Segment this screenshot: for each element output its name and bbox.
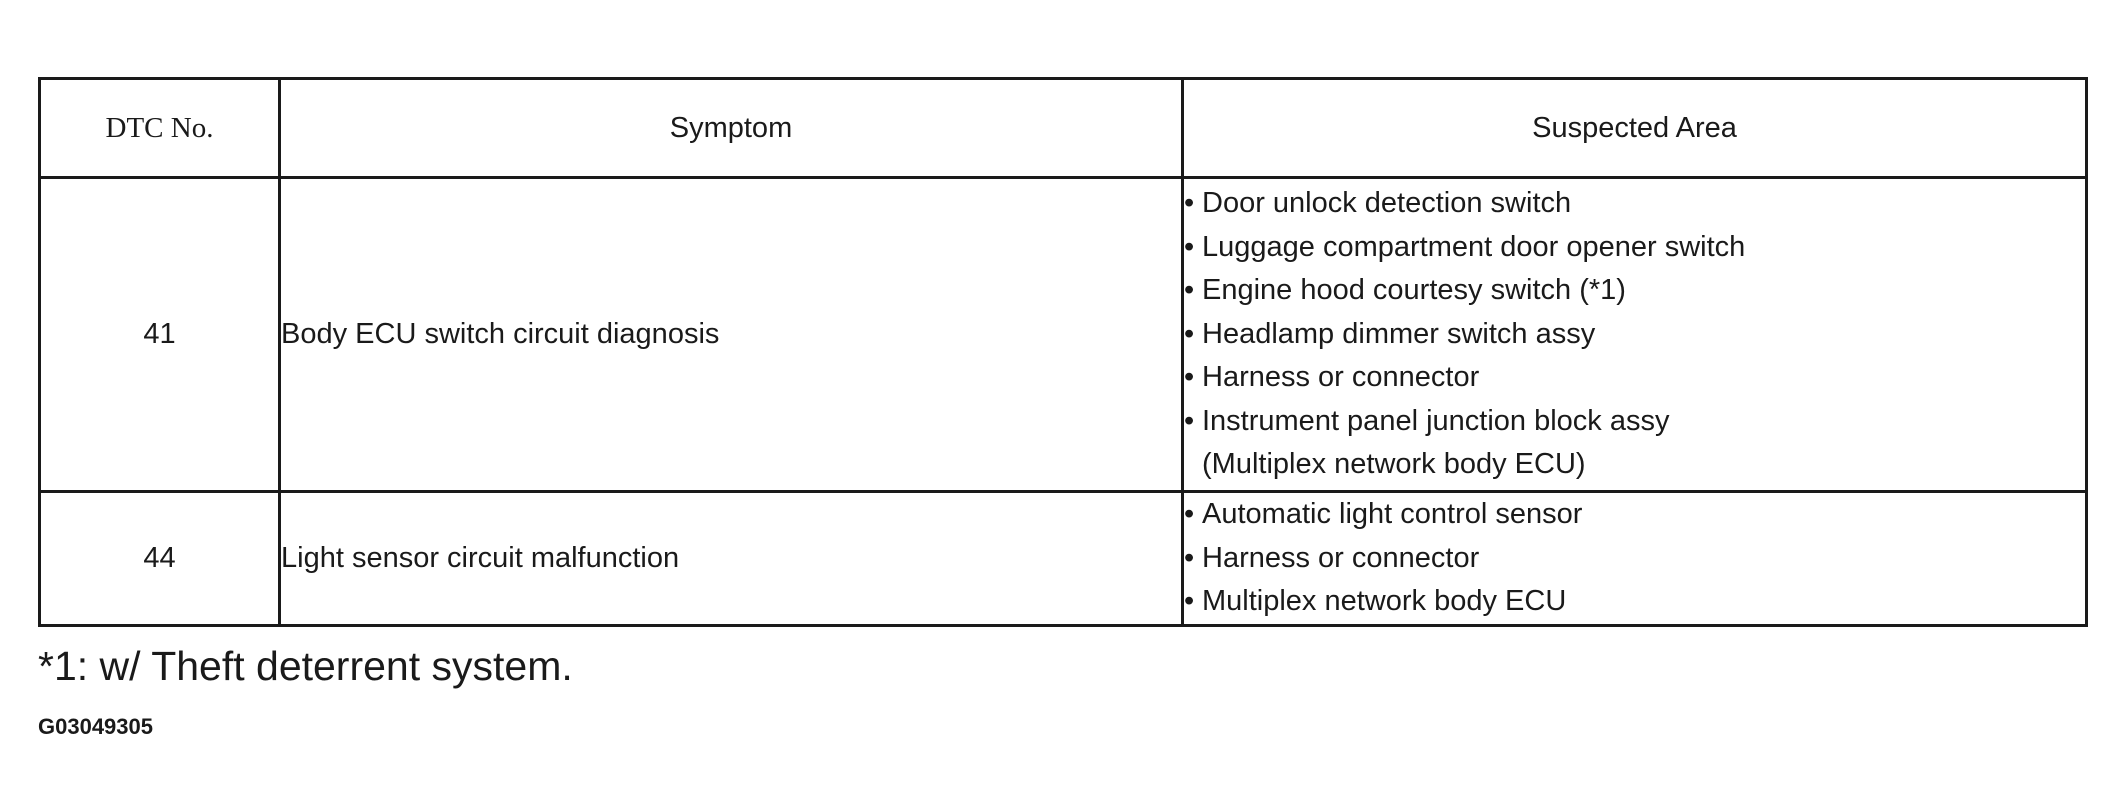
dtc-number-cell: 41 bbox=[40, 178, 280, 492]
list-item-continuation: (Multiplex network body ECU) bbox=[1202, 448, 1586, 481]
bullet-icon: • bbox=[1184, 498, 1195, 530]
header-symptom: Symptom bbox=[280, 79, 1183, 178]
list-item-text: Harness or connector bbox=[1202, 361, 1480, 394]
list-item-text: Luggage compartment door opener switch bbox=[1202, 230, 1746, 263]
bullet-icon: • bbox=[1184, 187, 1195, 220]
table-row bbox=[40, 492, 2087, 626]
list-item bbox=[1184, 537, 2085, 581]
figure-id: G03049305 bbox=[38, 714, 153, 739]
table-header-row bbox=[40, 79, 2087, 178]
list-item-text: Instrument panel junction block assy bbox=[1202, 404, 1670, 437]
list-item bbox=[1184, 580, 2085, 624]
bullet-icon: • bbox=[1184, 361, 1195, 394]
suspected-area-cell bbox=[1183, 178, 2087, 492]
bullet-icon: • bbox=[1184, 274, 1195, 307]
list-item bbox=[1184, 269, 2085, 313]
list-item bbox=[1184, 493, 2085, 537]
list-item bbox=[1184, 356, 2085, 400]
list-item bbox=[1184, 226, 2085, 270]
table-row bbox=[40, 178, 2087, 492]
suspected-area-cell bbox=[1183, 492, 2087, 626]
list-item-text: Automatic light control sensor bbox=[1202, 498, 1583, 530]
list-item bbox=[1184, 313, 2085, 357]
list-item-text: Multiplex network body ECU bbox=[1202, 585, 1567, 617]
suspected-area-list bbox=[1184, 182, 2085, 487]
list-item-text: Engine hood courtesy switch (*1) bbox=[1202, 274, 1626, 307]
list-item-text: Harness or connector bbox=[1202, 541, 1480, 574]
suspected-area-list bbox=[1184, 493, 2085, 624]
bullet-icon: • bbox=[1184, 404, 1195, 437]
symptom-cell: Body ECU switch circuit diagnosis bbox=[280, 178, 1183, 492]
header-suspected-area: Suspected Area bbox=[1183, 79, 2087, 178]
header-dtc-no: DTC No. bbox=[40, 79, 280, 178]
bullet-icon: • bbox=[1184, 317, 1195, 350]
footnote: *1: w/ Theft deterrent system. bbox=[38, 643, 573, 689]
dtc-number-cell: 44 bbox=[40, 492, 280, 626]
list-item bbox=[1184, 182, 2085, 226]
list-item-text: Door unlock detection switch bbox=[1202, 187, 1572, 220]
bullet-icon: • bbox=[1184, 230, 1195, 263]
bullet-icon: • bbox=[1184, 541, 1195, 574]
symptom-cell: Light sensor circuit malfunction bbox=[280, 492, 1183, 626]
list-item bbox=[1184, 400, 2085, 487]
dtc-table bbox=[38, 77, 2088, 627]
list-item-text: Headlamp dimmer switch assy bbox=[1202, 317, 1596, 350]
bullet-icon: • bbox=[1184, 585, 1195, 617]
